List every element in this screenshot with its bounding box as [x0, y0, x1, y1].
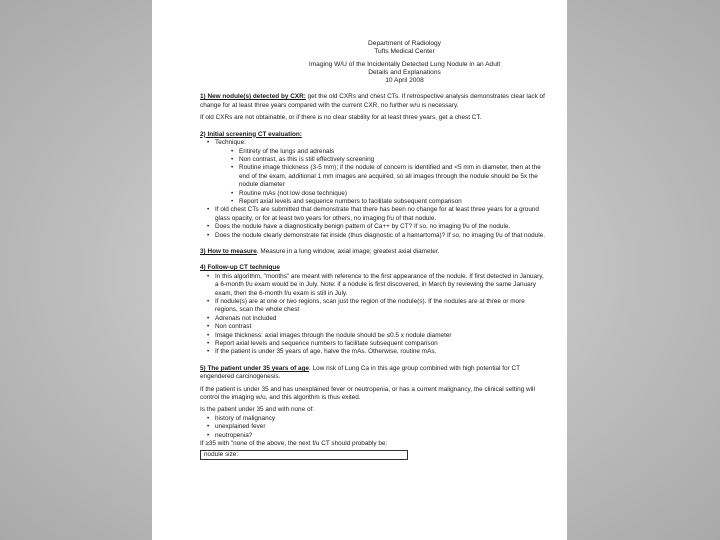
list-item: • Non contrast, as this is still effectively screening: [239, 156, 549, 164]
section-5-last-line: If ≥35 with "none of the above, the next f/u CT should probably be:: [200, 440, 388, 448]
section-3-body: . Measure in a lung window, axial image; greatest axial diameter.: [256, 247, 440, 255]
list-item: • Report axial levels and sequence numbers to facilitate subsequent comparison: [239, 198, 549, 206]
list-item: • Does the nodule have a diagnostically benign pattern of Ca++ by CT? If so, no imaging f/u of the nodule.: [215, 223, 549, 231]
list-item: • Report axial levels and sequence numbers to facilitate subsequent comparison: [215, 340, 549, 348]
section-4-title: 4) Follow-up CT technique: [200, 264, 280, 272]
section-3-title: 3) How to measure: [200, 247, 257, 255]
list-item: • Entirety of the lungs and adrenals: [239, 148, 549, 156]
section-4-list: [200, 273, 549, 357]
document-header: [260, 40, 549, 85]
list-item: • If nodule(s) are at one or two regions, scan just the region of the nodule(s). If the nodules are at three or more regions, scan the whole chest: [215, 298, 549, 315]
section-5-list: [200, 415, 549, 440]
section-5-title: 5) The patient under 35 years of age: [200, 364, 310, 372]
document-title: Imaging W/U of the Incidentally Detected Lung Nodule in an Adult: [308, 60, 501, 68]
list-item: • Image thickness: axial images through the nodule should be ≤0.5 x nodule diameter: [215, 332, 549, 340]
list-item: • Routine image thickness (3-5 mm); if the nodule of concern is identified and <5 mm in diameter, then at the end of the exam, additional 1 mm images are acquired, so all images through the nodule should be 5x the nodule diameter: [239, 164, 549, 189]
section-2-list: [200, 139, 549, 240]
section-1-title: 1) New nodule(s) detected by CXR:: [200, 93, 306, 101]
department-name: Department of Radiology: [368, 40, 441, 47]
document-date: 10 April 2008: [385, 77, 424, 85]
list-item: • unexplained fever: [215, 423, 549, 431]
section-5-paragraph-2: If the patient is under 35 and has unexplained fever or neutropenia, or has a current malignancy, the clinical setting will control the imaging w/u, and this algorithm is thus exited.: [200, 385, 535, 402]
list-item: • If the patient is under 35 years of age, halve the mAs. Otherwise, routine mAs.: [215, 348, 549, 356]
list-item: • history of malignancy: [215, 415, 549, 423]
section-1-paragraph-2: If old CXRs are not obtainable, or if there is no clear stability for at least three years, get a chest CT.: [200, 114, 482, 122]
list-item: • Technique: • Entirety of the lungs and adrenals • Non contrast, as this is still effectively screening • Routine image thickness (3-5 mm); if the nodule of concern is identified and <5 mm in diameter, then at the end of the exam, additional 1 mm images are acquired, so all images through the nodule should be 5x the nodule diameter • Routine mAs (not low dose technique) • Report axial levels and sequence numbers to facilitate subsequent comparison: [215, 139, 549, 206]
center-name: Tufts Medical Center: [374, 48, 435, 56]
list-item: • Routine mAs (not low dose technique): [239, 190, 549, 198]
section-5-question: Is the patient under 35 and with none of:: [200, 406, 315, 414]
document-subtitle: Details and Explanations: [368, 68, 441, 76]
list-item: • Adrenals not included: [215, 315, 549, 323]
list-item: • In this algorithm, "months" are meant with reference to the first appearance of the nodule. If first detected in January, a 6-month f/u exam would be in July. Note: if a nodule is first discovered, in March by reviewing the same January exam, then the 6-month f/u exam is still in July.: [215, 273, 549, 298]
section-5: [200, 365, 549, 460]
section-5-body: . Low risk of Lung Ca in this age group combined with high potential for CT engendered carcinogenesis.: [200, 364, 520, 381]
section-2: [200, 131, 549, 240]
list-item: • Non contrast: [215, 323, 549, 331]
section-1-body: get the old CXRs and chest CTs. If retrospective analysis demonstrates clear lack of change for at least three years compared with the current CXR, no further w/u is necessary.: [200, 93, 545, 109]
section-2-title: 2) Initial screening CT evaluation:: [200, 130, 302, 138]
document-page: [152, 0, 567, 540]
technique-list: [215, 148, 549, 207]
section-1: [200, 93, 549, 122]
nodule-size-box: nodule size:: [200, 450, 408, 460]
list-item: • Does the nodule clearly demonstrate fat inside (thus diagnostic of a hamartoma)? If so, no imaging f/u of that nodule.: [215, 232, 549, 240]
section-3: [200, 248, 549, 256]
section-4: [200, 264, 549, 356]
list-item: • If old chest CTs are submitted that demonstrate that there has been no change for at least three years for a ground glass opacity, or for at least two years for others, no imaging f/u of that nodule.: [215, 206, 549, 223]
list-item: • neutropenia?: [215, 432, 549, 440]
